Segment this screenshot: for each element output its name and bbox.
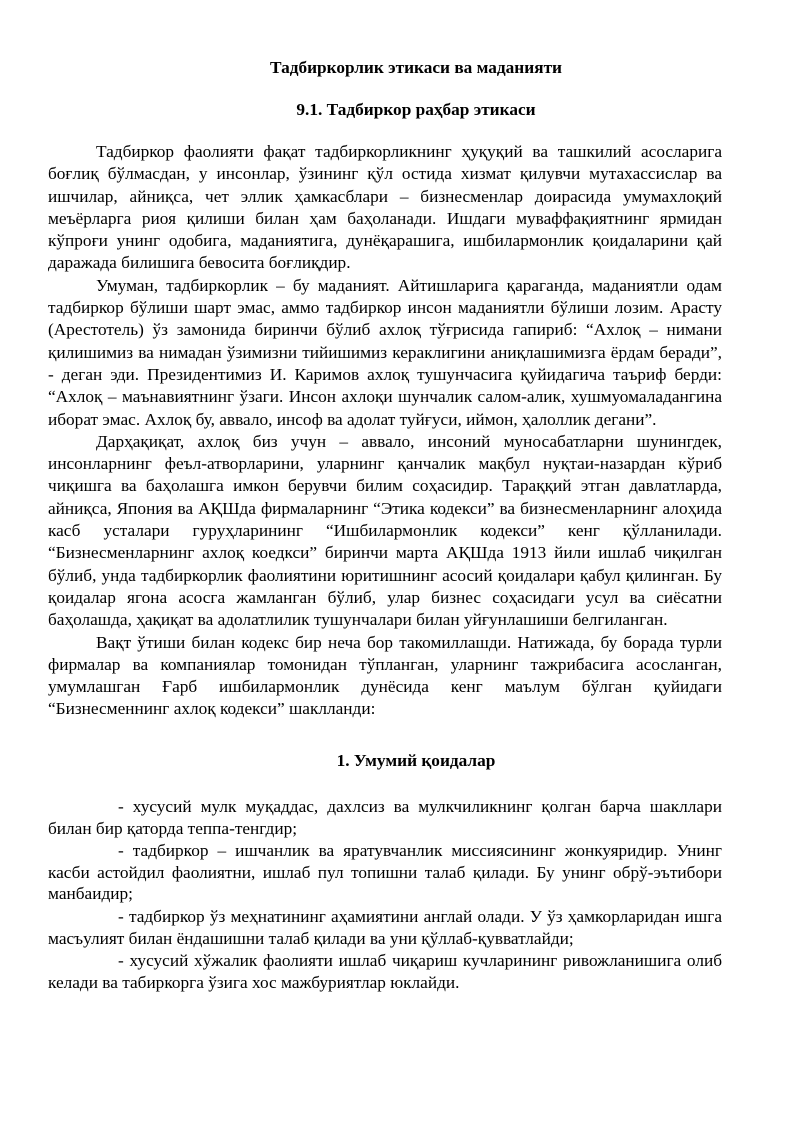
paragraph xyxy=(48,632,722,721)
paragraph xyxy=(48,431,722,632)
paragraph-text: Тадбиркор фаолияти фақат тадбиркорликнинг ҳуқуқий ва ташкилий асосларига боғлиқ бўлмасдан, у инсонлар, ўзининг қўл остида хизмат қилувчи мутахассислар ва ишчилар, айниқса, чет эллик ҳамкасблари – бизнесменлар доирасида умумахлоқий меъёрларга риоя қилиши билан ҳам баҳоланади. Ишдаги муваффақиятнинг ярмидан кўпроғи унинг одобига, маданиятига, дунёқарашига, ишбилармонлик қоидаларини қай даражада билишига бевосита боғлиқдир. xyxy=(48,142,722,273)
paragraph-text: Вақт ўтиши билан кодекс бир неча бор такомиллашди. Натижада, бу борада турли фирмалар ва компаниялар томонидан тўпланган, уларнинг тажрибасига асосланган, умумлашган Ғарб ишбилармонлик дунёсида кенг маълум бўлган қуйидаги “Бизнесменнинг ахлоқ кодекси” шаклланди: xyxy=(48,632,722,719)
list-item: - тадбиркор – ишчанлик ва яратувчанлик миссиясининг жонкуяридир. Унинг касби астойдил фаолиятни, ишлаб пул топишни талаб қилади. Бу унинг обрў-эътибори манбаидир; xyxy=(48,840,722,904)
paragraph-text: Дарҳақиқат, ахлоқ биз учун – аввало, инсоний муносабатларни шунингдек, инсонларнинг феъл-атворларини, уларнинг қанчалик мақбул нуқтаи-назардан кўриб чиқишга ва баҳолашга имкон берувчи билим соҳасидир. Тараққий этган давлатларда, айниқса, Япония ва АҚШда фирмаларнинг “Этика кодекси” ва бизнесменларнинг алоҳида касб усталари гуруҳларининг “Ишбилармонлик кодекси” кенг қўлланилади. “Бизнесменларнинг ахлоқ коедкси” биринчи марта АҚШда 1913 йили ишлаб чиқилган бўлиб, унда тадбиркорлик фаолиятини юритишнинг асосий қоидалари қабул қилинган. Бу қоидалар ягона асосга жамланган бўлиб, улар бизнес соҳасидаги усул ва сиёсатни баҳолашда, ҳақиқат ва адолатлилик тушунчалари билан уйғунлашиши белгиланган. xyxy=(48,431,722,630)
list-item: - хусусий мулк муқаддас, дахлсиз ва мулкчиликнинг қолган барча шакллари билан бир қаторда теппа-тенгдир; xyxy=(48,796,722,838)
paragraph xyxy=(48,141,722,275)
general-rules-heading: 1. Умумий қоидалар xyxy=(336,750,496,770)
paragraph xyxy=(48,275,722,431)
list-item: - хусусий хўжалик фаолияти ишлаб чиқариш кучларининг ривожланишига олиб келади ва табиркорга ўзига хос мажбуриятлар юклайди. xyxy=(48,950,722,992)
document-title: Тадбиркорлик этикаси ва маданияти xyxy=(269,58,563,77)
section-subtitle: 9.1. Тадбиркор раҳбар этикаси xyxy=(296,100,536,119)
list-item: - тадбиркор ўз меҳнатининг аҳамиятини англай олади. У ўз ҳамкорларидан ишга масъулият билан ёндашишни талаб қилади ва уни қўллаб-қувватлайди; xyxy=(48,906,722,948)
paragraph-text: Умуман, тадбиркорлик – бу маданият. Айтишларига қараганда, маданиятли одам тадбиркор бўлиши шарт эмас, аммо тадбиркор инсон маданиятли бўлиши лозим. Арасту (Арестотель) ўз замонида биринчи бўлиб ахлоқ тўғрисида гапириб: “Ахлоқ – нимани қилишимиз ва нимадан ўзимизни тийишимиз кераклигини аниқлашимизга ёрдам беради”, - деган эди. Президентимиз И. Каримов ахлоқ тушунчасига қуйидагича таъриф берди: “Ахлоқ – маънавиятнинг ўзаги. Инсон ахлоқи шунчалик салом-алик, хушмуомаладангина иборат эмас. Ахлоқ бу, аввало, инсоф ва адолат туйғуси, иймон, ҳалоллик дегани”. xyxy=(48,275,722,429)
